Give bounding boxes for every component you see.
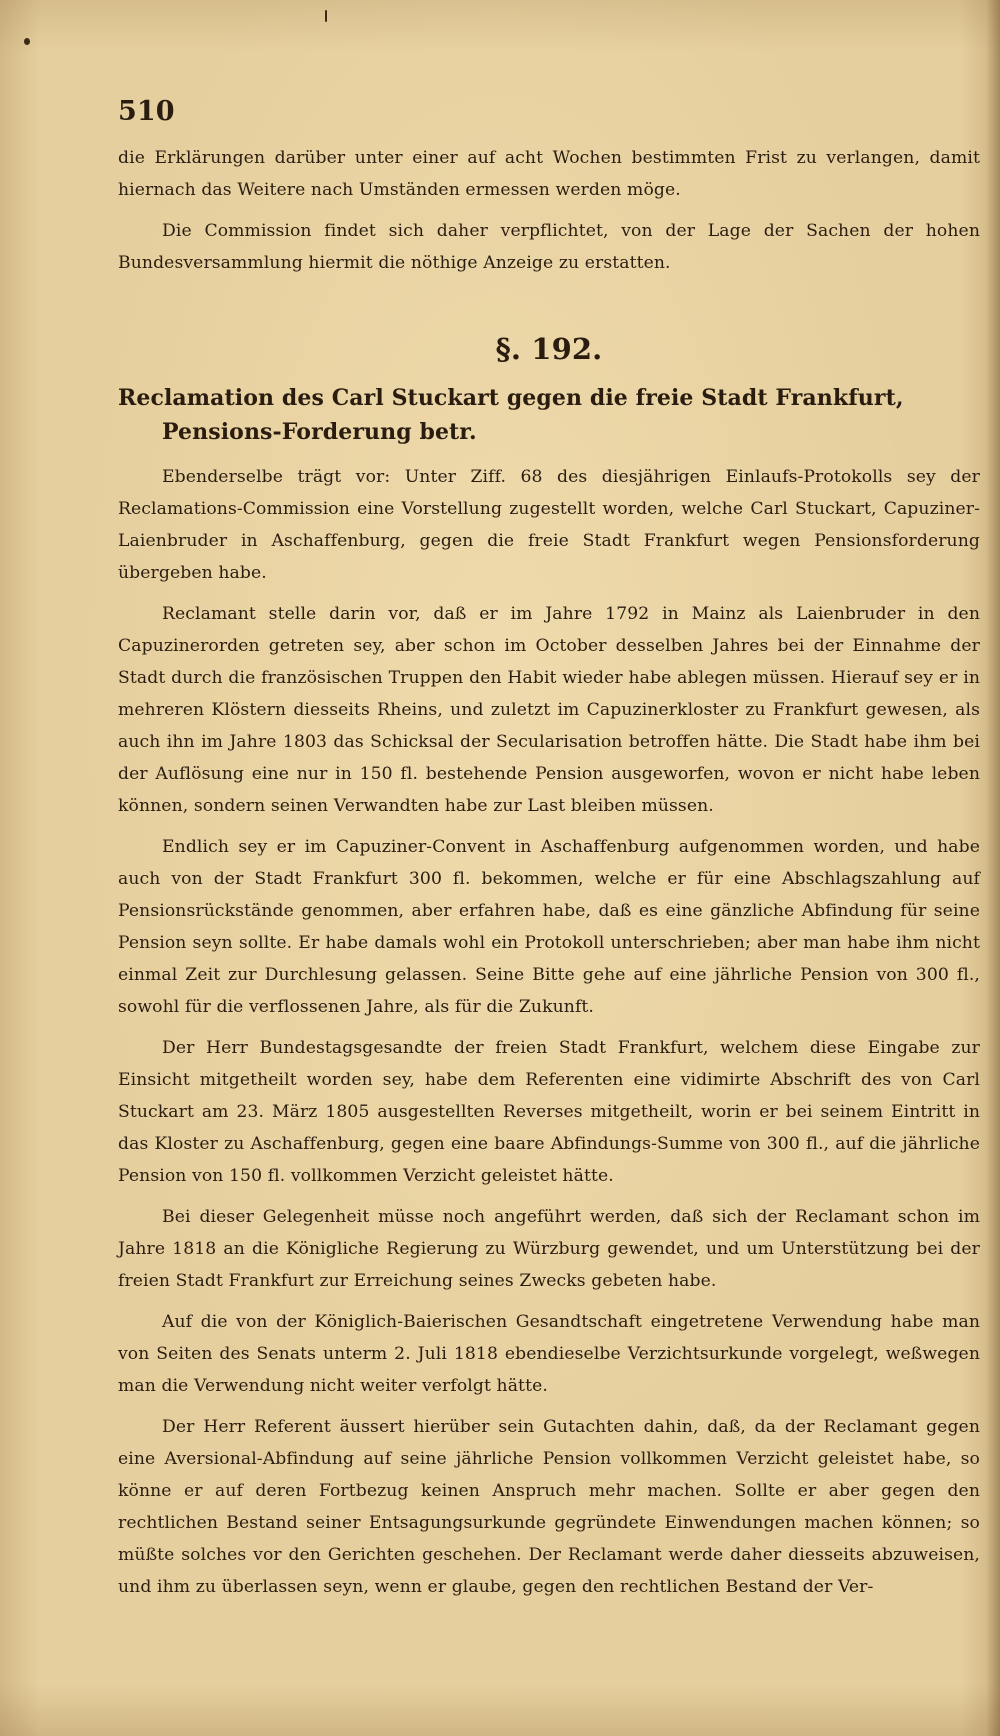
paragraph: Endlich sey er im Capuziner-Convent in Aschaffenburg aufgenommen worden, und habe auch von der Stadt Frankfurt 300 fl. bekommen, welche er für eine Abschlagszahlung auf Pensionsrückstände genommen, aber erfahren habe, daß es eine gänzliche Abfindung für seine Pension seyn sollte. Er habe damals wohl ein Protokoll unterschrieben; aber man habe ihm nicht einmal Zeit zur Durchlesung gelassen. Seine Bitte gehe auf eine jährliche Pension von 300 fl., sowohl für die verflossenen Jahre, als für die Zukunft. — [118, 837, 980, 1017]
paragraph: Reclamant stelle darin vor, daß er im Jahre 1792 in Mainz als Laienbruder in den Capuzinerorden getreten sey, aber schon im October desselben Jahres bei der Einnahme der Stadt durch die französischen Truppen den Habit wieder habe ablegen müssen. Hierauf sey er in mehreren Klöstern diesseits Rheins, und zuletzt im Capuzinerkloster zu Frankfurt gewesen, als auch ihn im Jahre 1803 das Schicksal der Secularisation betroffen hätte. Die Stadt habe ihm bei der Auflösung eine nur in 150 fl. bestehende Pension ausgeworfen, wovon er nicht habe leben können, sondern seinen Verwandten habe zur Last bleiben müssen. — [118, 604, 980, 816]
page-number: 510 — [118, 96, 175, 127]
ink-speck — [24, 38, 30, 45]
paragraph: Der Herr Referent äussert hierüber sein Gutachten dahin, daß, da der Reclamant gegen eine Aversional-Abfindung auf seine jährliche Pension vollkommen Verzicht geleistet habe, so könne er auf deren Fortbezug keinen Anspruch mehr machen. Sollte er aber gegen den rechtlichen Bestand seiner Entsagungsurkunde gegründete Einwendungen machen können; so müßte solches vor den Gerichten geschehen. Der Reclamant werde daher diesseits abzuweisen, und ihm zu überlassen seyn, wenn er glaube, gegen den rechtlichen Bestand der Ver- — [118, 1417, 980, 1597]
paragraph: Die Commission findet sich daher verpflichtet, von der Lage der Sachen der hohen Bundesversammlung hiermit die nöthige Anzeige zu erstatten. — [118, 221, 980, 273]
paragraph: die Erklärungen darüber unter einer auf acht Wochen bestimmten Frist zu verlangen, damit hiernach das Weitere nach Umständen ermessen werden möge. — [118, 148, 980, 200]
paragraph: Auf die von der Königlich-Baierischen Gesandtschaft eingetretene Verwendung habe man von Seiten des Senats unterm 2. Juli 1818 ebendieselbe Verzichtsurkunde vorgelegt, weßwegen man die Verwendung nicht weiter verfolgt hätte. — [118, 1312, 980, 1396]
section-title: Reclamation des Carl Stuckart gegen die freie Stadt Frankfurt, Pensions-Forderung betr. — [118, 385, 904, 445]
page-text — [118, 90, 980, 1612]
paragraph: Der Herr Bundestagsgesandte der freien Stadt Frankfurt, welchem diese Eingabe zur Einsicht mitgetheilt worden sey, habe dem Referenten eine vidimirte Abschrift des von Carl Stuckart am 23. März 1805 ausgestellten Reverses mitgetheilt, worin er bei seinem Eintritt in das Kloster zu Aschaffenburg, gegen eine baare Abfindungs-Summe von 300 fl., auf die jährliche Pension von 150 fl. vollkommen Verzicht geleistet hätte. — [118, 1038, 980, 1186]
paragraph: Ebenderselbe trägt vor: Unter Ziff. 68 des diesjährigen Einlaufs-Protokolls sey der Reclamations-Commission eine Vorstellung zugestellt worden, welche Carl Stuckart, Capuziner-Laienbruder in Aschaffenburg, gegen die freie Stadt Frankfurt wegen Pensionsforderung übergeben habe. — [118, 467, 980, 583]
ink-speck — [325, 10, 327, 22]
page-edge-shadow — [986, 0, 1000, 1736]
paragraph: Bei dieser Gelegenheit müsse noch angeführt werden, daß sich der Reclamant schon im Jahre 1818 an die Königliche Regierung zu Würzburg gewendet, und um Unterstützung bei der freien Stadt Frankfurt zur Erreichung seines Zwecks gebeten habe. — [118, 1207, 980, 1291]
section-number: §. 192. — [495, 332, 603, 366]
